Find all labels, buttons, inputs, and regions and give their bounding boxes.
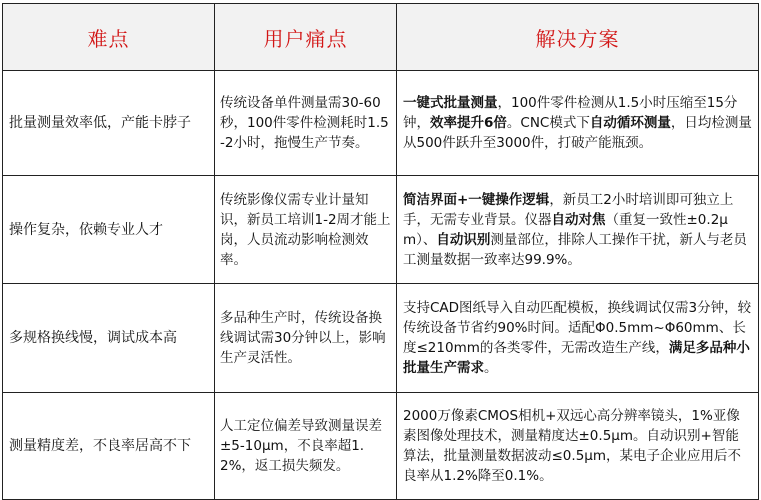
pain-point-cell: 传统设备单件测量需30-60秒，100件零件检测耗时1.5-2小时，拖慢生产节奏。 xyxy=(215,71,397,176)
solution-cell xyxy=(397,284,759,393)
table-row xyxy=(3,176,759,284)
pain-point-cell: 多品种生产时，传统设备换线调试需30分钟以上，影响生产灵活性。 xyxy=(215,284,397,393)
pain-point-cell: 传统影像仪需专业计量知识，新员工培训1-2周才能上岗，人员流动影响检测效率。 xyxy=(215,176,397,284)
comparison-table-wrapper xyxy=(2,3,758,494)
difficulty-cell: 批量测量效率低，产能卡脖子 xyxy=(3,71,215,176)
table-row xyxy=(3,71,759,176)
comparison-table xyxy=(2,3,759,500)
solution-highlight: 自动循环测量 xyxy=(589,115,671,131)
solution-highlight: 自动识别 xyxy=(436,231,491,248)
solution-highlight: 效率提升6倍 xyxy=(430,115,507,131)
solution-highlight: 自动对焦 xyxy=(551,211,606,228)
solution-text: 2000万像素CMOS相机+双远心高分辨率镜头，1%亚像素图像处理技术，测量精度达±0.5μm。自动识别+智能算法，批量测量数据波动≤0.5μm，某电子企业应用后不良率从1.2%降至0.1%。 xyxy=(403,408,742,484)
header-pain-points: 用户痛点 xyxy=(215,4,397,71)
difficulty-cell: 多规格换线慢，调试成本高 xyxy=(3,284,215,393)
solution-text: 测量部位，排除人工操作干扰，新人与老员工测量数据一致率达99.9%。 xyxy=(403,231,747,268)
solution-highlight: 满足多品种小批量生产需求 xyxy=(403,340,750,376)
solution-highlight: 一键式批量测量 xyxy=(403,95,498,111)
solution-text: （重复一致性±0.2μm）、 xyxy=(403,211,728,248)
solution-text: ，新员工2小时培训即可独立上手，无需专业背景。仪器 xyxy=(403,191,734,228)
difficulty-cell: 操作复杂，依赖专业人才 xyxy=(3,176,215,284)
solution-text: ，日均检测量从500件跃升至3000件，打破产能瓶颈。 xyxy=(403,115,752,151)
difficulty-cell: 测量精度差，不良率居高不下 xyxy=(3,393,215,500)
table-header-row xyxy=(3,4,759,71)
header-difficulty: 难点 xyxy=(3,4,215,71)
solution-text: ，100件零件检测从1.5小时压缩至15分钟， xyxy=(403,95,738,131)
header-solution: 解决方案 xyxy=(397,4,759,71)
pain-point-cell: 人工定位偏差导致测量误差±5-10μm，不良率超1.2%，返工损失频发。 xyxy=(215,393,397,500)
solution-cell xyxy=(397,71,759,176)
solution-cell xyxy=(397,393,759,500)
solution-text: 。 xyxy=(484,360,498,376)
solution-text: 支持CAD图纸导入自动匹配模板，换线调试仅需3分钟，较传统设备节省约90%时间。适配Φ0.5mm~Φ60mm、长度≤210mm的各类零件，无需改造生产线， xyxy=(403,300,752,356)
table-row xyxy=(3,284,759,393)
table-row xyxy=(3,393,759,500)
solution-highlight: 简洁界面+一键操作逻辑 xyxy=(403,191,550,208)
solution-cell xyxy=(397,176,759,284)
solution-text: 。CNC模式下 xyxy=(506,115,590,131)
